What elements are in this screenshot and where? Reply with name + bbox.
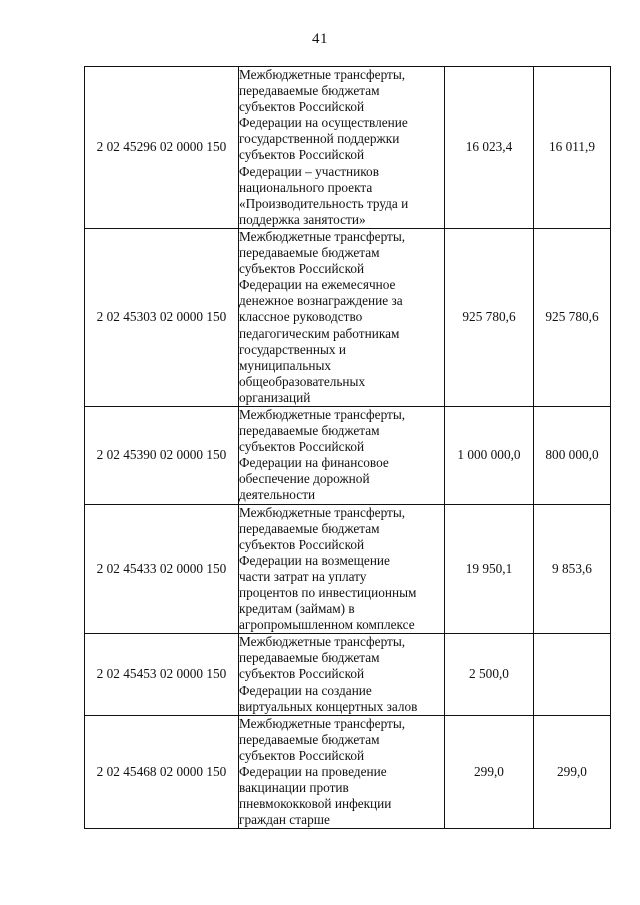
amount-cell-1: 2 500,0 — [445, 634, 534, 715]
description-line: субъектов Российской — [239, 261, 365, 277]
amount-cell-1: 16 023,4 — [445, 67, 534, 229]
description-cell — [239, 504, 445, 634]
description-line: Федерации на возмещение — [239, 552, 390, 568]
budget-code-cell: 2 02 45468 02 0000 150 — [85, 715, 239, 829]
amount-cell-1: 1 000 000,0 — [445, 406, 534, 504]
description-line: классное руководство — [239, 309, 363, 325]
description-cell — [239, 406, 445, 504]
description-line: передаваемые бюджетам — [239, 731, 380, 747]
description-line: Межбюджетные трансферты, — [239, 406, 406, 422]
description-line: виртуальных концертных залов — [239, 698, 418, 714]
description-line: общеобразовательных — [239, 373, 366, 389]
description-cell — [239, 634, 445, 715]
amount-cell-2: 925 780,6 — [534, 228, 611, 406]
description-line: поддержка занятости» — [239, 211, 366, 227]
description-line: части затрат на уплату — [239, 568, 367, 584]
description-line: вакцинации против — [239, 780, 349, 796]
budget-code-cell: 2 02 45433 02 0000 150 — [85, 504, 239, 634]
description-line: процентов по инвестиционным — [239, 585, 417, 600]
description-line: передаваемые бюджетам — [239, 245, 380, 261]
description-line: Межбюджетные трансферты, — [239, 715, 406, 731]
table-row — [85, 634, 611, 715]
description-line: национального проекта — [239, 179, 373, 195]
budget-code-cell: 2 02 45303 02 0000 150 — [85, 228, 239, 406]
description-line: Межбюджетные трансферты, — [239, 504, 406, 520]
amount-cell-2: 299,0 — [534, 715, 611, 829]
description-cell — [239, 715, 445, 829]
description-line: субъектов Российской — [239, 99, 365, 115]
amount-cell-2: 16 011,9 — [534, 67, 611, 229]
amount-cell-2 — [534, 634, 611, 715]
description-line: передаваемые бюджетам — [239, 650, 380, 666]
description-line: государственных и — [239, 341, 347, 357]
description-line: пневмококковой инфекции — [239, 796, 392, 812]
budget-code-cell: 2 02 45453 02 0000 150 — [85, 634, 239, 715]
description-line: Межбюджетные трансферты, — [239, 634, 406, 650]
table-row — [85, 406, 611, 504]
description-line: государственной поддержки — [239, 131, 400, 147]
table-row — [85, 504, 611, 634]
description-line: передаваемые бюджетам — [239, 520, 380, 536]
table-row — [85, 228, 611, 406]
description-line: Федерации на ежемесячное — [239, 277, 396, 293]
description-cell — [239, 228, 445, 406]
amount-cell-2: 9 853,6 — [534, 504, 611, 634]
description-line: Федерации на создание — [239, 682, 372, 698]
description-line: агропромышленном комплексе — [239, 617, 415, 633]
description-line: Межбюджетные трансферты, — [239, 228, 406, 244]
description-line: обеспечение дорожной — [239, 471, 370, 487]
description-cell — [239, 67, 445, 229]
description-line: Федерации на проведение — [239, 764, 387, 780]
description-line: педагогическим работникам — [239, 325, 400, 341]
description-line: субъектов Российской — [239, 147, 365, 163]
description-line: деятельности — [239, 487, 316, 503]
description-line: «Производительность труда и — [239, 195, 409, 211]
description-line: Межбюджетные трансферты, — [239, 67, 406, 82]
budget-table — [84, 66, 611, 829]
description-line: Федерации на финансовое — [239, 455, 389, 471]
amount-cell-1: 925 780,6 — [445, 228, 534, 406]
table-row — [85, 67, 611, 229]
description-line: субъектов Российской — [239, 536, 365, 552]
budget-table-body — [85, 67, 611, 829]
description-line: передаваемые бюджетам — [239, 423, 380, 439]
budget-code-cell: 2 02 45296 02 0000 150 — [85, 67, 239, 229]
description-line: Федерации – участников — [239, 163, 379, 179]
description-line: субъектов Российской — [239, 439, 365, 455]
description-line: муниципальных — [239, 357, 332, 373]
amount-cell-2: 800 000,0 — [534, 406, 611, 504]
description-line: передаваемые бюджетам — [239, 83, 380, 99]
budget-code-cell: 2 02 45390 02 0000 150 — [85, 406, 239, 504]
description-line: организаций — [239, 389, 311, 405]
description-line: субъектов Российской — [239, 747, 365, 763]
description-line: Федерации на осуществление — [239, 115, 408, 131]
table-row — [85, 715, 611, 829]
description-line: денежное вознаграждение за — [239, 293, 403, 309]
amount-cell-1: 19 950,1 — [445, 504, 534, 634]
page-number: 41 — [312, 31, 328, 47]
amount-cell-1: 299,0 — [445, 715, 534, 829]
description-line: кредитам (займам) в — [239, 601, 355, 617]
description-line: граждан старше — [239, 812, 330, 828]
description-line: субъектов Российской — [239, 666, 365, 682]
